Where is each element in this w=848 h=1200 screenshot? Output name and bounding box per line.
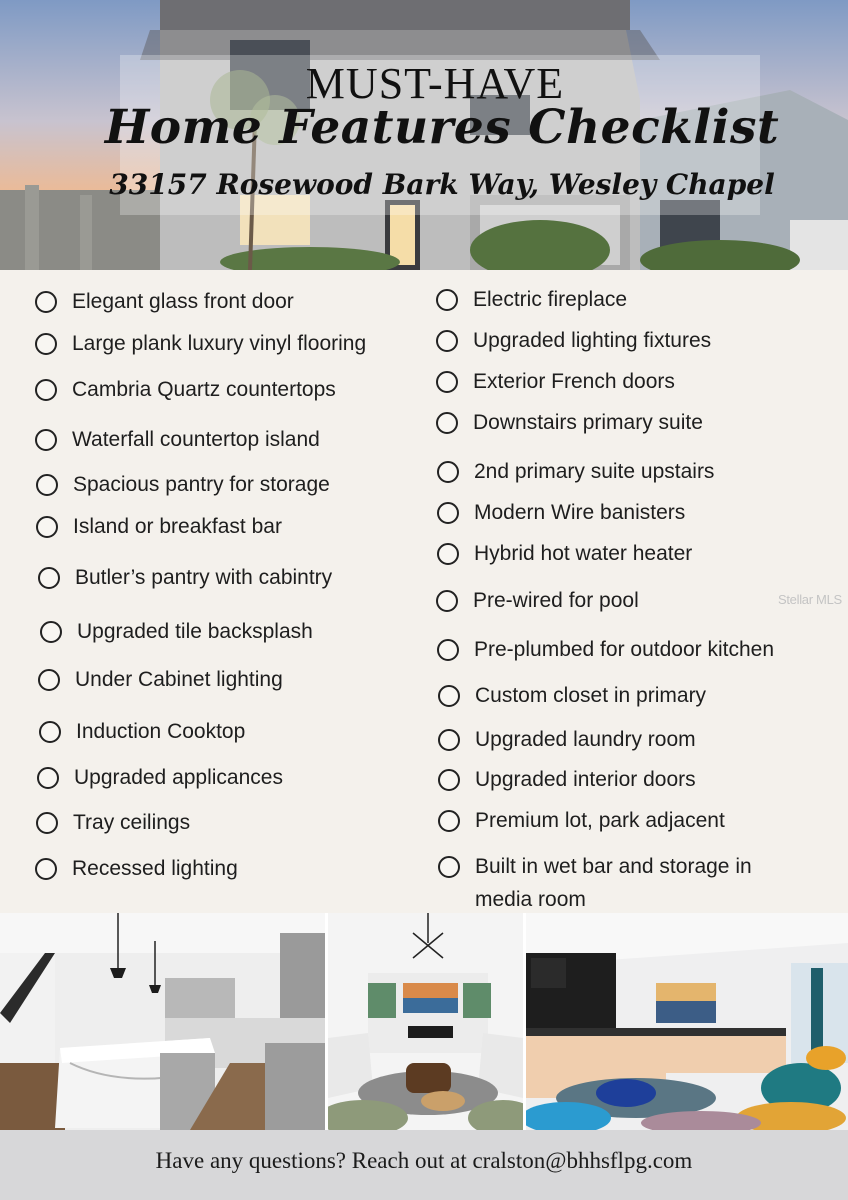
checklist-item[interactable] <box>438 724 696 756</box>
checklist-item-label: Cambria Quartz countertops <box>72 378 336 401</box>
radio-circle-icon[interactable] <box>438 729 460 751</box>
checklist-item-label: Pre-plumbed for outdoor kitchen <box>474 638 774 661</box>
checklist-item-label: Butler’s pantry with cabintry <box>75 566 333 589</box>
checklist-item-label: Pre-wired for pool <box>473 589 639 612</box>
checklist-item[interactable] <box>436 585 639 617</box>
checklist-item-label: 2nd primary suite upstairs <box>474 460 715 483</box>
checklist-item-label: Spacious pantry for storage <box>73 473 330 496</box>
checklist-item-label: Downstairs primary suite <box>473 411 703 434</box>
radio-circle-icon[interactable] <box>438 810 460 832</box>
radio-circle-icon[interactable] <box>36 474 58 496</box>
radio-circle-icon[interactable] <box>436 371 458 393</box>
radio-circle-icon[interactable] <box>437 461 459 483</box>
checklist-item[interactable] <box>35 286 294 318</box>
checklist-item-label: Large plank luxury vinyl flooring <box>72 332 367 355</box>
radio-circle-icon[interactable] <box>35 379 57 401</box>
checklist-item-label: Upgraded lighting fixtures <box>473 329 712 352</box>
checklist-item[interactable] <box>436 366 675 398</box>
radio-circle-icon[interactable] <box>436 412 458 434</box>
checklist-item-label: Built in wet bar and storage in media room <box>475 855 752 911</box>
radio-circle-icon[interactable] <box>36 812 58 834</box>
checklist-item[interactable] <box>437 456 714 488</box>
checklist-item-label: Under Cabinet lighting <box>75 668 283 691</box>
living-room-photo <box>328 913 523 1130</box>
checklist-item-label: Hybrid hot water heater <box>474 542 693 565</box>
checklist-item[interactable] <box>37 762 283 794</box>
radio-circle-icon[interactable] <box>437 639 459 661</box>
media-room-photo <box>526 913 848 1130</box>
checklist-item-label: Upgraded applicances <box>74 766 283 789</box>
checklist-item[interactable] <box>437 538 692 570</box>
checklist-item-label: Upgraded tile backsplash <box>77 620 313 643</box>
photo-strip <box>0 913 848 1130</box>
checklist-item[interactable] <box>437 497 685 529</box>
radio-circle-icon[interactable] <box>36 516 58 538</box>
checklist-item[interactable] <box>438 805 725 837</box>
checklist-item-label: Induction Cooktop <box>76 720 246 743</box>
checklist-item-label: Upgraded interior doors <box>475 768 696 791</box>
checklist-item[interactable] <box>36 807 190 839</box>
radio-circle-icon[interactable] <box>39 721 61 743</box>
radio-circle-icon[interactable] <box>437 543 459 565</box>
radio-circle-icon[interactable] <box>436 590 458 612</box>
checklist-item-label: Island or breakfast bar <box>73 515 282 538</box>
radio-circle-icon[interactable] <box>35 429 57 451</box>
radio-circle-icon[interactable] <box>38 669 60 691</box>
radio-circle-icon[interactable] <box>437 502 459 524</box>
checklist-item[interactable] <box>35 328 366 360</box>
checklist-kicker: MUST-HAVE <box>305 59 565 108</box>
checklist-item-label: Elegant glass front door <box>72 290 294 313</box>
checklist-item[interactable] <box>35 424 320 456</box>
hero-banner <box>0 0 848 270</box>
kitchen-photo <box>0 913 325 1130</box>
checklist-item[interactable] <box>436 325 711 357</box>
radio-circle-icon[interactable] <box>35 291 57 313</box>
checklist-item-label: Exterior French doors <box>473 370 675 393</box>
radio-circle-icon[interactable] <box>40 621 62 643</box>
contact-footer <box>0 1130 848 1200</box>
checklist-item-label: Custom closet in primary <box>475 684 707 707</box>
checklist-item[interactable] <box>35 374 336 406</box>
checklist-item[interactable] <box>35 853 238 885</box>
radio-circle-icon[interactable] <box>436 289 458 311</box>
radio-circle-icon[interactable] <box>35 333 57 355</box>
checklist-title: Home Features Checklist <box>104 100 780 155</box>
features-checklist <box>0 270 848 913</box>
checklist-item[interactable] <box>436 407 703 439</box>
checklist-item[interactable] <box>36 469 330 501</box>
checklist-item[interactable] <box>438 680 706 712</box>
checklist-item-label: Electric fireplace <box>473 288 628 311</box>
radio-circle-icon[interactable] <box>35 858 57 880</box>
checklist-item[interactable] <box>437 634 774 666</box>
radio-circle-icon[interactable] <box>436 330 458 352</box>
checklist-item[interactable] <box>36 511 282 543</box>
contact-text: Have any questions? Reach out at cralston@bhhsflpg.com <box>155 1148 693 1173</box>
checklist-item-label: Recessed lighting <box>72 857 238 880</box>
checklist-item[interactable] <box>39 716 245 748</box>
radio-circle-icon[interactable] <box>438 856 460 878</box>
checklist-item-label: Modern Wire banisters <box>474 501 686 524</box>
radio-circle-icon[interactable] <box>438 685 460 707</box>
checklist-item[interactable] <box>438 764 696 796</box>
checklist-item-label: Premium lot, park adjacent <box>475 809 725 832</box>
checklist-item-label: Waterfall countertop island <box>72 428 320 451</box>
property-address: 33157 Rosewood Bark Way, Wesley Chapel <box>109 168 775 201</box>
checklist-item[interactable] <box>38 664 283 696</box>
checklist-item[interactable] <box>38 562 332 594</box>
checklist-item[interactable] <box>438 850 805 920</box>
checklist-item[interactable] <box>436 284 627 316</box>
checklist-item-label: Tray ceilings <box>73 811 191 834</box>
mls-watermark: Stellar MLS <box>778 592 842 607</box>
radio-circle-icon[interactable] <box>37 767 59 789</box>
radio-circle-icon[interactable] <box>438 769 460 791</box>
checklist-item[interactable] <box>40 616 313 648</box>
checklist-item-label: Upgraded laundry room <box>475 728 696 751</box>
radio-circle-icon[interactable] <box>38 567 60 589</box>
